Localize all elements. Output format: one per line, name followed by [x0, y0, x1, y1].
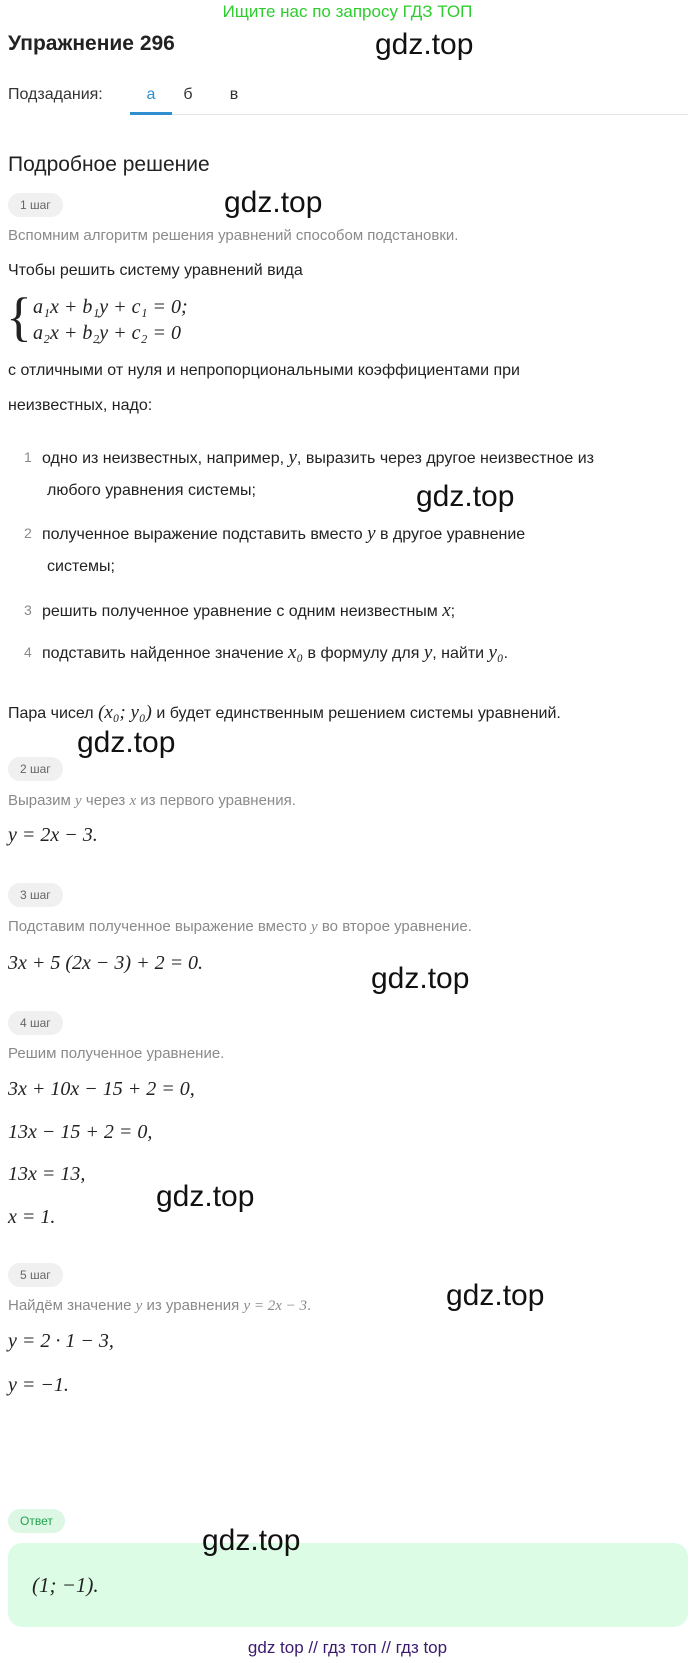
step-hint: Вспомним алгоритм решения уравнений способом подстановки.: [8, 227, 459, 244]
math-line: y = 2 · 1 − 3,: [8, 1330, 114, 1352]
watermark: gdz.top: [371, 962, 470, 995]
watermark: gdz.top: [446, 1279, 545, 1312]
step-hint: Решим полученное уравнение.: [8, 1045, 225, 1062]
math-line: 3x + 5 (2x − 3) + 2 = 0.: [8, 952, 204, 974]
tab-b[interactable]: б: [183, 86, 193, 103]
list-item: полученное выражение подставить вместо y в другое уравнение: [42, 523, 526, 544]
watermark: gdz.top: [156, 1180, 255, 1213]
step-badge: 5 шаг: [8, 1263, 63, 1287]
step-hint: Выразим y через x из первого уравнения.: [8, 792, 296, 809]
answer-box: [8, 1543, 688, 1627]
tab-a[interactable]: а: [146, 86, 156, 103]
step-hint: Найдём значение y из уравнения y = 2x − 3.: [8, 1297, 312, 1314]
tabs-divider: [130, 114, 688, 115]
system-equation: a₁x + b₁y + c₁ = 0;: [33, 296, 188, 318]
step-text: неизвестных, надо:: [8, 397, 153, 414]
list-item: подставить найденное значение x₀ в формулу для y, найти y₀.: [42, 642, 509, 663]
step-text: Пара чисел (x₀; y₀) и будет единственным решением системы уравнений.: [8, 702, 561, 723]
tab-v[interactable]: в: [229, 86, 239, 103]
list-number: 2: [24, 525, 32, 541]
step-text: с отличными от нуля и непропорциональными коэффициентами при: [8, 362, 520, 379]
list-number: 3: [24, 602, 32, 618]
list-item: системы;: [47, 558, 115, 575]
math-line: x = 1.: [8, 1206, 56, 1228]
system-brace: {: [6, 287, 32, 347]
list-number: 1: [24, 449, 32, 465]
list-number: 4: [24, 644, 32, 660]
math-line: 13x = 13,: [8, 1163, 86, 1185]
answer-badge: Ответ: [8, 1509, 65, 1533]
footer-links[interactable]: gdz top // гдз топ // гдз top: [247, 1638, 448, 1657]
math-line: y = 2x − 3.: [8, 824, 98, 846]
watermark: gdz.top: [202, 1524, 301, 1557]
list-item: решить полученное уравнение с одним неизвестным x;: [42, 600, 456, 621]
step-hint: Подставим полученное выражение вместо y во второе уравнение.: [8, 918, 472, 935]
watermark: gdz.top: [416, 480, 515, 513]
watermark: gdz.top: [224, 186, 323, 219]
math-line: 3x + 10x − 15 + 2 = 0,: [8, 1078, 195, 1100]
active-tab-indicator: [130, 112, 172, 115]
answer-value: (1; −1).: [32, 1573, 99, 1597]
subtasks-label: Подзадания:: [8, 86, 103, 103]
system-equation: a₂x + b₂y + c₂ = 0: [33, 322, 181, 344]
list-item: любого уравнения системы;: [47, 482, 256, 499]
step-badge: 4 шаг: [8, 1011, 63, 1035]
step-badge: 3 шаг: [8, 883, 63, 907]
math-line: y = −1.: [8, 1374, 69, 1396]
top-banner: Ищите нас по запросу ГДЗ ТОП: [222, 2, 473, 21]
step-badge: 2 шаг: [8, 757, 63, 781]
math-line: 13x − 15 + 2 = 0,: [8, 1121, 153, 1143]
watermark: gdz.top: [77, 726, 176, 759]
watermark: gdz.top: [375, 28, 474, 61]
step-text: Чтобы решить систему уравнений вида: [8, 262, 303, 279]
page-title: Упражнение 296: [8, 32, 175, 55]
section-title: Подробное решение: [8, 153, 210, 176]
list-item: одно из неизвестных, например, y, выразить через другое неизвестное из: [42, 447, 594, 468]
step-badge: 1 шаг: [8, 193, 63, 217]
